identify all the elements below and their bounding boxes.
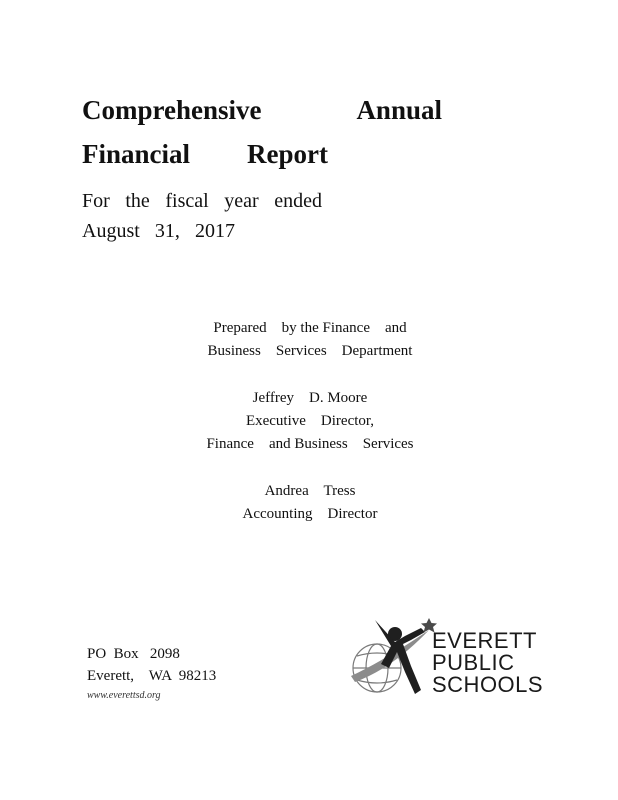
subtitle-word: fiscal <box>165 190 209 212</box>
report-title-line-1 <box>82 95 442 125</box>
logo-text-line: PUBLIC <box>432 650 515 675</box>
prepared-line: Prepared by the Finance and <box>213 320 407 336</box>
prepared-line: Business Services Department <box>207 343 413 359</box>
logo-text-line: EVERETT <box>432 628 537 653</box>
subtitle-word: August <box>82 220 140 242</box>
mailing-address <box>87 643 216 687</box>
report-title-line-2 <box>82 139 328 169</box>
director-name: Jeffrey D. Moore <box>252 390 368 406</box>
prepared-by-block <box>150 317 470 363</box>
director-role: Finance and Business Services <box>206 436 414 452</box>
subtitle-word: ended <box>274 190 322 212</box>
subtitle-word: the <box>125 190 150 212</box>
website-link[interactable]: www.everettsd.org <box>87 690 161 701</box>
title-word: Report <box>247 139 328 169</box>
logo-text-line: SCHOOLS <box>432 672 544 697</box>
executive-director-block <box>150 387 470 456</box>
fiscal-year-line-2 <box>82 219 235 243</box>
subtitle-word: 2017 <box>194 220 235 242</box>
subtitle-word: year <box>224 190 259 212</box>
subtitle-word: 31, <box>154 220 180 242</box>
subtitle-word: For <box>82 190 110 212</box>
address-line: Everett, WA 98213 <box>87 668 217 684</box>
title-word: Comprehensive <box>82 95 262 125</box>
title-word: Financial <box>82 139 191 169</box>
director-name: Andrea Tress <box>264 483 356 499</box>
director-role: Executive Director, <box>245 413 375 429</box>
logo-wordmark <box>432 630 543 696</box>
title-word: Annual <box>356 95 442 125</box>
accounting-director-block <box>150 480 470 526</box>
fiscal-year-line-1 <box>82 189 322 213</box>
director-role: Accounting Director <box>242 506 378 522</box>
address-line: PO Box 2098 <box>87 646 180 662</box>
